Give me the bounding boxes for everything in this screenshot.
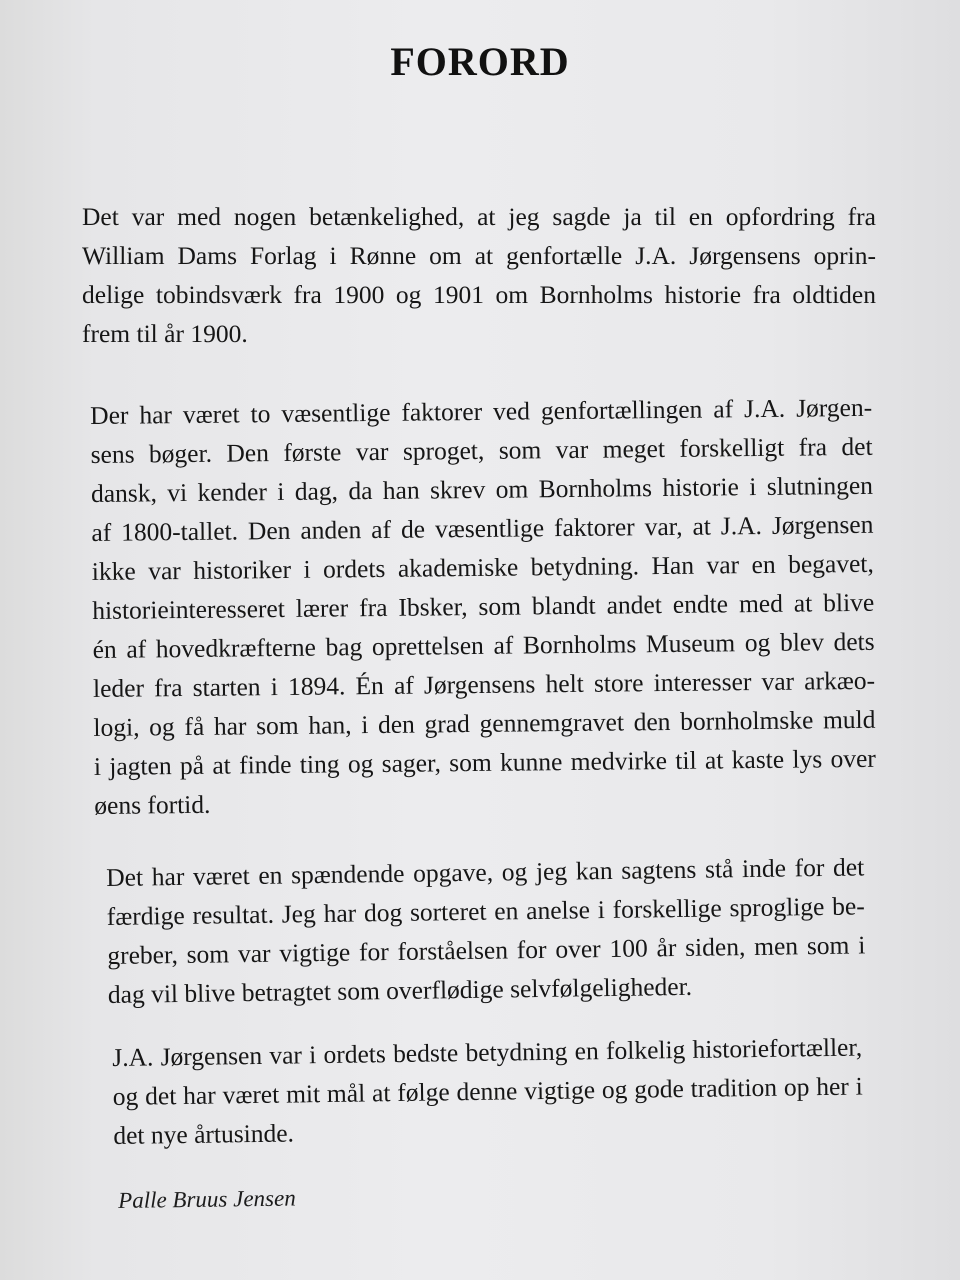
text-line: Det var med nogen betænkelighed, at jeg sagde ja til en opfordring fra [82, 202, 876, 231]
paragraph-1 [82, 197, 876, 353]
text-line: det nye årtusinde. [113, 1118, 295, 1150]
text-line: Der har været to væsentlige faktorer ved genfortællingen af J.A. Jørgen- [90, 392, 873, 430]
text-line: øens fortid. [94, 789, 211, 820]
text-line: og det har været mit mål at følge denne vigtige og gode tradition op her i [112, 1071, 863, 1111]
text-line: dag vil blive betragtet som overflødige selvfølgeligheder. [107, 971, 693, 1009]
text-line: dansk, vi kender i dag, da han skrev om Bornholms historie i slutningen [90, 470, 874, 508]
author-signature: Palle Bruus Jensen [118, 1185, 296, 1213]
text-line: ikke var historiker i ordets akademiske betydning. Han var en begavet, [91, 548, 874, 586]
text-line: leder fra starten i 1894. Én af Jørgensens helt store interesser var arkæo- [92, 665, 876, 703]
paragraph-4 [112, 1028, 864, 1155]
text-line: logi, og få har som han, i den grad gennemgravet den bornholmske muld [93, 704, 876, 742]
text-line: J.A. Jørgensen var i ordets bedste betydning en folkelig historiefortæller, [112, 1032, 863, 1072]
page-title: FORORD [390, 39, 570, 84]
text-line: frem til år 1900. [82, 319, 248, 348]
text-line: delige tobindsværk fra 1900 og 1901 om Bornholms historie fra oldtiden [82, 280, 876, 309]
text-line: Det har været en spændende opgave, og jeg kan sagtens stå inde for det [106, 852, 865, 892]
paragraph-2 [90, 388, 876, 825]
text-line: sens bøger. Den første var sproget, som var meget forskelligt fra det [90, 431, 873, 469]
text-line: historieinteresseret lærer fra Ibsker, som blandt andet endte med at blive [92, 587, 875, 625]
text-line: i jagten på at finde ting og sager, som kunne medvirke til at kaste lys over [93, 743, 876, 781]
text-line: af 1800-tallet. Den anden af de væsentlige faktorer var, at J.A. Jørgensen [91, 509, 874, 547]
text-line: William Dams Forlag i Rønne om at genfortælle J.A. Jørgensens oprin- [82, 241, 876, 270]
text-line: færdige resultat. Jeg har dog sorteret en anelse i forskellige sproglige be- [106, 891, 865, 931]
paragraph-3 [106, 847, 866, 1014]
text-line: én af hovedkræfterne bag oprettelsen af Bornholms Museum og blev dets [92, 626, 875, 664]
text-line: greber, som var vigtige for forståelsen for over 100 år siden, men som i [107, 930, 866, 970]
